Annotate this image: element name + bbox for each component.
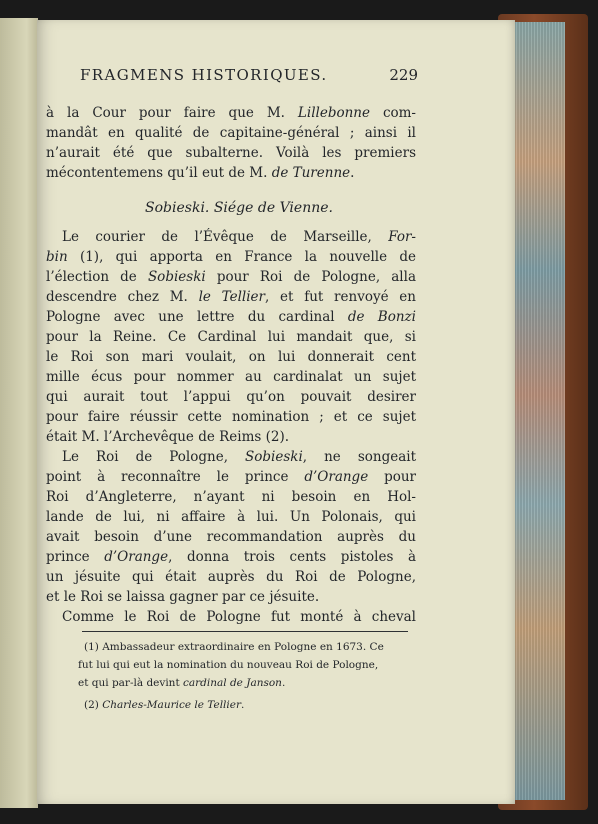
text-line: descendre chez M. le Tellier, et fut renvoyé en	[46, 289, 416, 305]
text-line: point à reconnaître le prince d’Orange pour	[46, 469, 416, 485]
footnote-line: fut lui qui eut la nomination du nouveau Roi de Pologne,	[78, 659, 379, 671]
text-line: lande de lui, ni affaire à lui. Un Polonais, qui	[46, 509, 416, 525]
text-line: prince d’Orange, donna trois cents pistoles à	[46, 549, 416, 565]
text-line: l’élection de Sobieski pour Roi de Pologne, alla	[46, 269, 416, 285]
footnote-line: et qui par-là devint cardinal de Janson.	[78, 677, 286, 689]
text-line: Le courier de l’Évêque de Marseille, For-	[62, 229, 416, 245]
text-line: Roi d’Angleterre, n’ayant ni besoin en Hol-	[46, 489, 416, 505]
paragraph-continuation	[46, 103, 416, 183]
text-line: pour la Reine. Ce Cardinal lui mandait que, si	[46, 329, 416, 345]
footnote-line: (1) Ambassadeur extraordinaire en Pologne en 1673. Ce	[84, 641, 384, 653]
text-line: Pologne avec une lettre du cardinal de Bonzi	[46, 309, 416, 325]
text-line: avait besoin d’une recommandation auprès du	[46, 529, 416, 545]
footnote-line: (2) Charles-Maurice le Tellier.	[84, 699, 245, 711]
text-line: pour faire réussir cette nomination ; et ce sujet	[46, 409, 416, 425]
paragraph-cheval	[46, 607, 416, 627]
section-heading: Sobieski. Siége de Vienne.	[145, 200, 333, 216]
text-line: mandât en qualité de capitaine-général ; ainsi il	[46, 125, 416, 141]
paragraph-sobieski	[46, 447, 416, 607]
running-header	[80, 66, 418, 88]
left-page-edge	[0, 18, 38, 808]
text-line: était M. l’Archevêque de Reims (2).	[46, 429, 290, 445]
page-fore-edge	[512, 22, 565, 800]
paragraph-forbin	[46, 227, 416, 447]
text-line: mécontentemens qu’il eut de M. de Turenne.	[46, 165, 355, 181]
header-title: FRAGMENS HISTORIQUES.	[80, 66, 328, 84]
text-line: Comme le Roi de Pologne fut monté à cheval	[62, 609, 416, 625]
text-line: à la Cour pour faire que M. Lillebonne com-	[46, 105, 416, 121]
text-line: qui aurait tout l’appui qu’on pouvait desirer	[46, 389, 416, 405]
footnote-rule	[82, 631, 408, 632]
text-line: un jésuite qui était auprès du Roi de Pologne,	[46, 569, 416, 585]
text-line: bin (1), qui apporta en France la nouvelle de	[46, 249, 416, 265]
text-line: et le Roi se laissa gagner par ce jésuite.	[46, 589, 320, 605]
text-line: mille écus pour nommer au cardinalat un sujet	[46, 369, 416, 385]
text-line: n’aurait été que subalterne. Voilà les premiers	[46, 145, 416, 161]
text-line: Le Roi de Pologne, Sobieski, ne songeait	[62, 449, 416, 465]
page-number: 229	[389, 66, 418, 84]
text-line: le Roi son mari voulait, on lui donnerait cent	[46, 349, 416, 365]
footnotes	[78, 638, 410, 714]
